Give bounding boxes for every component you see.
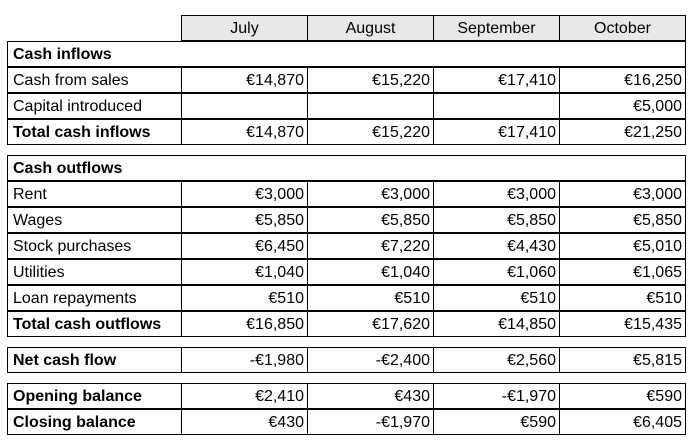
row-label: Net cash flow <box>7 347 182 373</box>
cell-july: €16,850 <box>181 311 308 337</box>
cell-october: €21,250 <box>559 119 686 145</box>
cell-september: €17,410 <box>433 119 560 145</box>
cell-august: €430 <box>307 383 434 409</box>
cell-august: €1,040 <box>307 259 434 285</box>
cell-october: €15,435 <box>559 311 686 337</box>
row-label: Loan repayments <box>7 285 182 311</box>
section-title-inflows: Cash inflows <box>7 41 686 67</box>
row-label: Capital introduced <box>7 93 182 119</box>
cell-july: €3,000 <box>181 181 308 207</box>
row-label: Utilities <box>7 259 182 285</box>
cell-october: €3,000 <box>559 181 686 207</box>
cell-july: -€1,980 <box>181 347 308 373</box>
cell-july: €14,870 <box>181 67 308 93</box>
cell-october: €5,000 <box>559 93 686 119</box>
cell-july: €14,870 <box>181 119 308 145</box>
cell-september: €14,850 <box>433 311 560 337</box>
cell-september: €510 <box>433 285 560 311</box>
row-label: Total cash inflows <box>7 119 182 145</box>
cell-july: €2,410 <box>181 383 308 409</box>
section-title-outflows: Cash outflows <box>7 155 686 181</box>
cell-september <box>433 93 560 119</box>
cell-august <box>307 93 434 119</box>
cell-september: €4,430 <box>433 233 560 259</box>
cell-august: -€1,970 <box>307 409 434 435</box>
cell-august: €17,620 <box>307 311 434 337</box>
cell-september: €590 <box>433 409 560 435</box>
cell-october: €5,850 <box>559 207 686 233</box>
month-header-october: October <box>559 15 686 41</box>
cell-august: €15,220 <box>307 119 434 145</box>
row-label: Cash from sales <box>7 67 182 93</box>
cell-august: €5,850 <box>307 207 434 233</box>
cell-august: €7,220 <box>307 233 434 259</box>
row-label: Closing balance <box>7 409 182 435</box>
row-label: Stock purchases <box>7 233 182 259</box>
cell-august: €3,000 <box>307 181 434 207</box>
cell-july: €510 <box>181 285 308 311</box>
cell-july: €1,040 <box>181 259 308 285</box>
cell-september: €17,410 <box>433 67 560 93</box>
cell-august: €510 <box>307 285 434 311</box>
row-label: Rent <box>7 181 182 207</box>
cell-july: €5,850 <box>181 207 308 233</box>
cell-august: €15,220 <box>307 67 434 93</box>
row-label: Opening balance <box>7 383 182 409</box>
cell-october: €1,065 <box>559 259 686 285</box>
cell-september: €3,000 <box>433 181 560 207</box>
cell-october: €5,815 <box>559 347 686 373</box>
cell-july: €6,450 <box>181 233 308 259</box>
cell-october: €510 <box>559 285 686 311</box>
cell-september: -€1,970 <box>433 383 560 409</box>
month-header-july: July <box>181 15 308 41</box>
row-label: Wages <box>7 207 182 233</box>
cell-october: €16,250 <box>559 67 686 93</box>
cell-july <box>181 93 308 119</box>
cell-july: €430 <box>181 409 308 435</box>
cell-september: €5,850 <box>433 207 560 233</box>
cell-october: €6,405 <box>559 409 686 435</box>
cell-september: €1,060 <box>433 259 560 285</box>
cell-october: €590 <box>559 383 686 409</box>
month-header-september: September <box>433 15 560 41</box>
cell-september: €2,560 <box>433 347 560 373</box>
cell-august: -€2,400 <box>307 347 434 373</box>
row-label: Total cash outflows <box>7 311 182 337</box>
cell-october: €5,010 <box>559 233 686 259</box>
month-header-august: August <box>307 15 434 41</box>
